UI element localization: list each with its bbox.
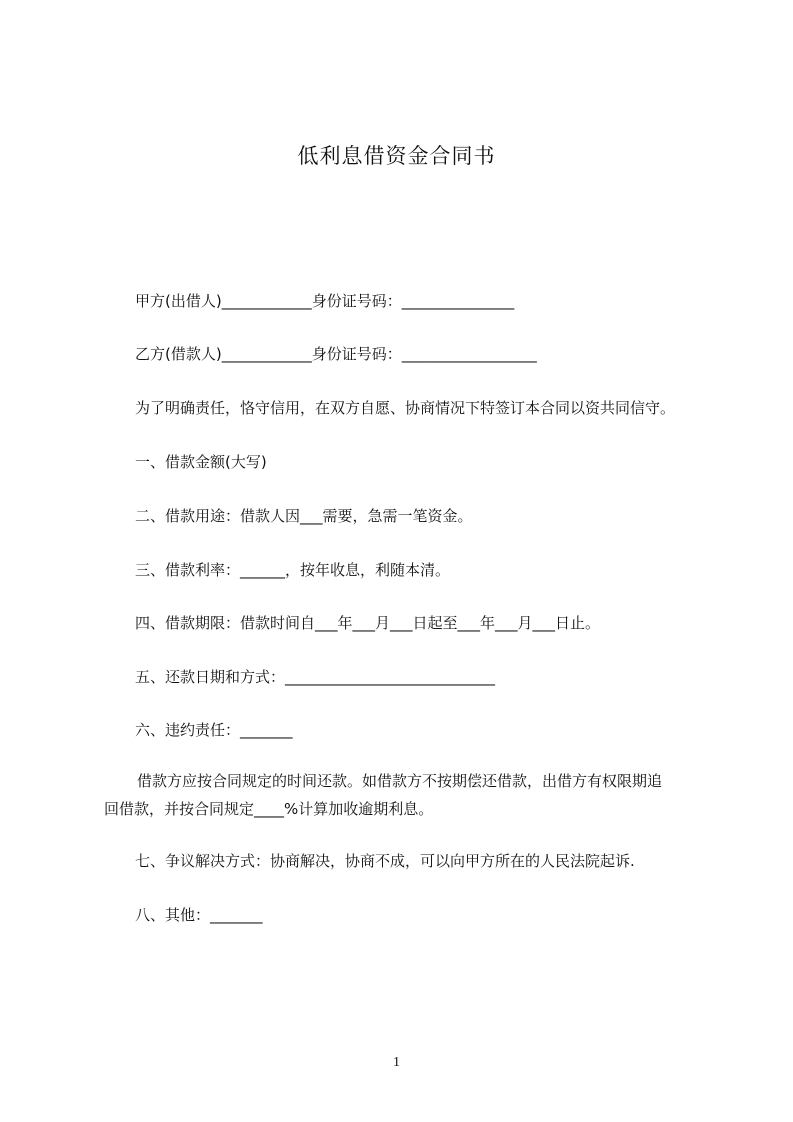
clause-7-dispute: 七、争议解决方式：协商解决，协商不成，可以向甲方所在的人民法院起诉. bbox=[135, 852, 635, 870]
party-a-line: 甲方(出借人)____________身份证号码：_______________ bbox=[135, 292, 515, 310]
liability-paragraph bbox=[104, 767, 704, 823]
clause-6-liability: 六、违约责任：_______ bbox=[135, 721, 293, 739]
clause-2-purpose: 二、借款用途：借款人因___需要，急需一笔资金。 bbox=[135, 507, 473, 525]
clause-1-amount: 一、借款金额(大写) bbox=[135, 453, 267, 471]
party-b-line: 乙方(借款人)____________身份证号码：__________________ bbox=[135, 345, 537, 363]
clause-5-repayment: 五、还款日期和方式：____________________________ bbox=[135, 668, 496, 686]
liability-paragraph-line-2: 回借款，并按合同规定____%计算加收逾期利息。 bbox=[104, 800, 434, 818]
document-title: 低利息借资金合同书 bbox=[297, 144, 496, 168]
liability-paragraph-line-1: 借款方应按合同规定的时间还款。如借款方不按期偿还借款，出借方有权限期追 bbox=[137, 772, 663, 790]
page-number: 1 bbox=[393, 1055, 400, 1070]
clause-3-interest-rate: 三、借款利率：______，按年收息，利随本清。 bbox=[135, 561, 451, 579]
preamble-line: 为了明确责任，恪守信用，在双方自愿、协商情况下特签订本合同以资共同信守。 bbox=[135, 399, 676, 417]
clause-4-term: 四、借款期限：借款时间自___年___月___日起至___年___月___日止。 bbox=[135, 614, 601, 632]
clause-8-other: 八、其他：_______ bbox=[135, 906, 263, 924]
